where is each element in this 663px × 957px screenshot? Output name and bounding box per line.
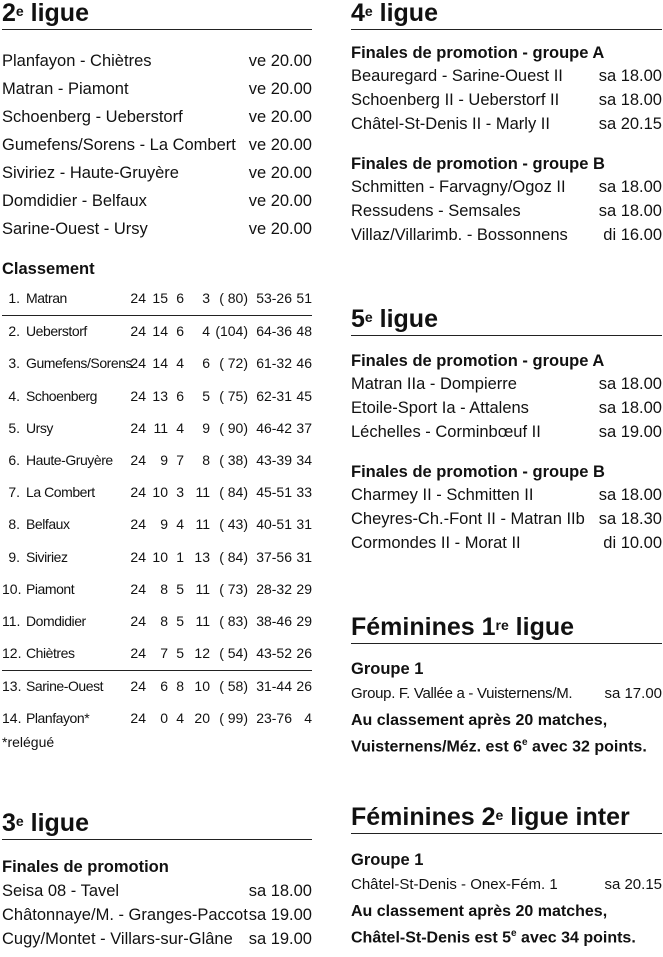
heading-text: 3 bbox=[2, 809, 16, 837]
cell-j: 24 bbox=[130, 323, 146, 340]
table-row bbox=[2, 381, 312, 413]
cell-pos: 7. bbox=[8, 484, 20, 501]
note-text: Vuisternens/Méz. est 6 bbox=[351, 738, 523, 756]
fixture-match: Group. F. Vallée a - Vuisternens/M. bbox=[351, 685, 573, 702]
table-row bbox=[2, 671, 312, 703]
heading-sup: e bbox=[364, 309, 373, 325]
fixture-match: Seisa 08 - Tavel bbox=[2, 882, 120, 900]
cell-n: 4 bbox=[176, 355, 184, 372]
cell-g: 14 bbox=[152, 323, 168, 340]
note-text-rest: avec 34 points. bbox=[516, 929, 636, 947]
left-column bbox=[2, 0, 312, 948]
cell-n: 4 bbox=[176, 419, 184, 436]
fixtures-5e-b bbox=[351, 483, 662, 555]
cell-n: 6 bbox=[176, 387, 184, 404]
cell-pos: 2. bbox=[8, 323, 20, 340]
cell-j: 24 bbox=[130, 387, 146, 404]
group-title: Groupe 1 bbox=[351, 660, 424, 678]
fixtures-5e-a bbox=[351, 372, 662, 444]
cell-p: 6 bbox=[202, 355, 210, 372]
standings-table bbox=[2, 283, 312, 736]
note-sup: e bbox=[522, 737, 528, 748]
cell-pos: 4. bbox=[8, 387, 20, 404]
fixture-time: sa 18.00 bbox=[598, 202, 662, 220]
note-text: Châtel-St-Denis est 5 bbox=[351, 929, 512, 947]
cell-pen: ( 84) bbox=[219, 484, 248, 501]
cell-team: Piamont bbox=[26, 580, 75, 597]
cell-pts: 46 bbox=[296, 355, 312, 372]
cell-pts: 48 bbox=[296, 323, 312, 340]
cell-goals: 46-42 bbox=[256, 419, 292, 436]
fixture-match: Domdidier - Belfaux bbox=[2, 192, 147, 210]
fixture-time: ve 20.00 bbox=[248, 108, 312, 126]
fixture-time: sa 18.00 bbox=[598, 178, 662, 196]
fixture-match: Châtonnaye/M. - Granges-Paccot bbox=[2, 906, 248, 924]
cell-goals: 62-31 bbox=[256, 387, 292, 404]
cell-p: 13 bbox=[194, 548, 210, 565]
heading-sup: e bbox=[15, 813, 24, 829]
cell-n: 7 bbox=[176, 451, 184, 468]
fixture-match: Châtel-St-Denis - Onex-Fém. 1 bbox=[351, 876, 558, 893]
fixture-time: sa 17.00 bbox=[604, 685, 662, 702]
cell-g: 14 bbox=[152, 355, 168, 372]
fixture-time: ve 20.00 bbox=[248, 80, 312, 98]
fixture-match: Schoenberg - Ueberstorf bbox=[2, 108, 183, 126]
fixture-time: sa 18.00 bbox=[598, 67, 662, 85]
heading-2e-ligue bbox=[2, 0, 312, 30]
cell-j: 24 bbox=[130, 355, 146, 372]
cell-team: Domdidier bbox=[26, 612, 86, 629]
fixture-match: Châtel-St-Denis II - Marly II bbox=[351, 115, 550, 133]
fixture-row bbox=[351, 223, 662, 247]
cell-n: 8 bbox=[176, 678, 184, 695]
fixture-row bbox=[351, 871, 662, 899]
heading-4e-ligue bbox=[351, 0, 662, 30]
fixture-match: Siviriez - Haute-Gruyère bbox=[2, 164, 179, 182]
cell-pos: 5. bbox=[8, 419, 20, 436]
cell-goals: 53-26 bbox=[256, 290, 292, 306]
cell-pos: 14. bbox=[2, 710, 22, 727]
table-row bbox=[2, 703, 312, 735]
cell-goals: 37-56 bbox=[256, 548, 292, 565]
heading-text-rest: ligue inter bbox=[503, 803, 630, 831]
cell-g: 13 bbox=[152, 387, 168, 404]
cell-goals: 38-46 bbox=[256, 612, 292, 629]
cell-pen: (104) bbox=[215, 323, 248, 340]
cell-pts: 29 bbox=[296, 580, 312, 597]
fixture-row bbox=[351, 507, 662, 531]
table-row bbox=[2, 542, 312, 574]
cell-pen: ( 38) bbox=[219, 451, 248, 468]
cell-team: Siviriez bbox=[26, 548, 68, 565]
heading-5e-ligue bbox=[351, 304, 662, 336]
heading-sup: e bbox=[15, 3, 24, 19]
cell-goals: 43-52 bbox=[256, 645, 292, 662]
cell-pos: 3. bbox=[8, 355, 20, 372]
cell-team: Planfayon* bbox=[26, 710, 90, 727]
cell-pts: 4 bbox=[304, 710, 312, 727]
cell-pts: 31 bbox=[296, 548, 312, 565]
note-text-rest: avec 32 points. bbox=[527, 738, 647, 756]
fixture-match: Gumefens/Sorens - La Combert bbox=[2, 136, 236, 154]
cell-goals: 31-44 bbox=[256, 678, 292, 695]
fixture-time: ve 20.00 bbox=[248, 164, 312, 182]
cell-g: 11 bbox=[153, 419, 168, 436]
cell-pos: 13. bbox=[2, 678, 22, 695]
fixture-match: Villaz/Villarimb. - Bossonnens bbox=[351, 226, 568, 244]
fixture-time: sa 19.00 bbox=[248, 906, 312, 924]
table-row bbox=[2, 445, 312, 477]
heading-text-rest: ligue bbox=[372, 305, 438, 333]
note-line-2 bbox=[351, 732, 662, 758]
cell-team: Haute-Gruyère bbox=[26, 451, 113, 468]
cell-j: 24 bbox=[130, 290, 146, 306]
cell-goals: 64-36 bbox=[256, 323, 292, 340]
table-row bbox=[2, 316, 312, 348]
fixture-match: Schmitten - Farvagny/Ogoz II bbox=[351, 178, 566, 196]
heading-text: Féminines 2 bbox=[351, 803, 496, 831]
table-row bbox=[2, 606, 312, 638]
cell-n: 6 bbox=[176, 323, 184, 340]
fixture-row bbox=[351, 396, 662, 420]
heading-text-rest: ligue bbox=[23, 809, 89, 837]
cell-j: 24 bbox=[130, 516, 146, 533]
table-row bbox=[2, 509, 312, 541]
fixture-match: Charmey II - Schmitten II bbox=[351, 486, 534, 504]
cell-j: 24 bbox=[130, 451, 146, 468]
heading-text-rest: ligue bbox=[23, 0, 89, 27]
cell-g: 6 bbox=[160, 678, 168, 695]
fixture-time: sa 18.00 bbox=[598, 486, 662, 504]
section-5e-ligue bbox=[351, 352, 662, 555]
cell-p: 11 bbox=[195, 580, 210, 597]
cell-j: 24 bbox=[130, 710, 146, 727]
cell-team: Chiètres bbox=[26, 645, 75, 662]
cell-p: 3 bbox=[202, 290, 210, 306]
heading-text: Féminines 1 bbox=[351, 613, 496, 641]
section-feminines-2e bbox=[351, 851, 662, 949]
group-title: Groupe 1 bbox=[351, 851, 424, 869]
cell-team: Gumefens/Sorens bbox=[26, 355, 133, 372]
cell-p: 11 bbox=[195, 484, 210, 501]
fixtures-3e-ligue bbox=[2, 879, 312, 951]
fixture-row bbox=[351, 531, 662, 555]
cell-pen: ( 43) bbox=[219, 516, 248, 533]
relegated-note: *relégué bbox=[2, 733, 55, 750]
cell-pos: 1. bbox=[8, 290, 20, 306]
cell-team: Belfaux bbox=[26, 516, 70, 533]
fixture-row bbox=[351, 112, 662, 136]
fixture-row bbox=[2, 927, 312, 951]
cell-pen: ( 73) bbox=[219, 580, 248, 597]
cell-j: 24 bbox=[130, 580, 146, 597]
fixture-time: sa 18.30 bbox=[598, 510, 662, 528]
note-line-1: Au classement après 20 matches, bbox=[351, 903, 608, 920]
cell-p: 8 bbox=[202, 451, 210, 468]
group-a-title: Finales de promotion - groupe A bbox=[351, 352, 605, 370]
fixture-row bbox=[351, 88, 662, 112]
section-feminines-1re bbox=[351, 660, 662, 758]
cell-pos: 6. bbox=[8, 451, 20, 468]
fixture-time: sa 20.15 bbox=[604, 876, 662, 893]
cell-p: 4 bbox=[202, 323, 210, 340]
fixture-row bbox=[2, 75, 312, 103]
cell-j: 24 bbox=[130, 419, 146, 436]
cell-pen: ( 83) bbox=[219, 612, 248, 629]
cell-pts: 26 bbox=[296, 645, 312, 662]
table-row bbox=[2, 574, 312, 606]
cell-team: Schoenberg bbox=[26, 387, 98, 404]
fixture-row bbox=[2, 879, 312, 903]
classement-title: Classement bbox=[2, 260, 95, 278]
cell-j: 24 bbox=[130, 548, 146, 565]
cell-n: 6 bbox=[176, 290, 184, 306]
cell-team: La Combert bbox=[26, 484, 95, 501]
table-row bbox=[2, 638, 312, 671]
fixture-time: sa 19.00 bbox=[248, 930, 312, 948]
cell-goals: 28-32 bbox=[256, 580, 292, 597]
cell-pts: 31 bbox=[296, 516, 312, 533]
fixture-match: Planfayon - Chiètres bbox=[2, 52, 152, 70]
fixture-match: Cheyres-Ch.-Font II - Matran IIb bbox=[351, 510, 585, 528]
cell-g: 10 bbox=[152, 484, 168, 501]
cell-pos: 12. bbox=[2, 645, 22, 662]
cell-g: 10 bbox=[152, 548, 168, 565]
cell-pos: 9. bbox=[8, 548, 20, 565]
cell-pts: 26 bbox=[296, 678, 312, 695]
section-3e-ligue bbox=[2, 858, 312, 951]
cell-goals: 40-51 bbox=[256, 516, 292, 533]
fixture-time: di 16.00 bbox=[603, 226, 662, 244]
fixture-match: Matran IIa - Dompierre bbox=[351, 375, 517, 393]
table-row bbox=[2, 348, 312, 380]
cell-pts: 51 bbox=[296, 290, 312, 306]
heading-feminines-1re bbox=[351, 612, 662, 644]
cell-n: 5 bbox=[176, 612, 184, 629]
cell-pos: 10. bbox=[2, 580, 22, 597]
fixture-time: sa 20.15 bbox=[598, 115, 662, 133]
cell-n: 4 bbox=[176, 516, 184, 533]
cell-g: 9 bbox=[160, 451, 168, 468]
cell-pen: ( 58) bbox=[219, 678, 248, 695]
heading-sup: re bbox=[495, 617, 509, 633]
cell-pen: ( 72) bbox=[219, 355, 248, 372]
fixture-row bbox=[2, 131, 312, 159]
group-a-title: Finales de promotion - groupe A bbox=[351, 44, 605, 62]
cell-n: 5 bbox=[176, 645, 184, 662]
note-line-2 bbox=[351, 923, 662, 949]
heading-text: 2 bbox=[2, 0, 16, 27]
fixture-row bbox=[2, 159, 312, 187]
cell-p: 10 bbox=[194, 678, 210, 695]
fixture-time: sa 18.00 bbox=[598, 399, 662, 417]
fixture-match: Sarine-Ouest - Ursy bbox=[2, 220, 148, 238]
cell-pts: 34 bbox=[296, 451, 312, 468]
fixture-row bbox=[351, 680, 662, 708]
fixture-match: Cugy/Montet - Villars-sur-Glâne bbox=[2, 930, 233, 948]
group-b-title: Finales de promotion - groupe B bbox=[351, 463, 605, 481]
cell-goals: 61-32 bbox=[256, 355, 292, 372]
cell-g: 9 bbox=[160, 516, 168, 533]
cell-pos: 11. bbox=[2, 612, 21, 629]
fixture-match: Cormondes II - Morat II bbox=[351, 534, 521, 552]
heading-sup: e bbox=[495, 807, 504, 823]
fixture-match: Etoile-Sport Ia - Attalens bbox=[351, 399, 529, 417]
cell-goals: 45-51 bbox=[256, 484, 292, 501]
cell-p: 9 bbox=[202, 419, 210, 436]
table-row bbox=[2, 477, 312, 509]
cell-g: 8 bbox=[160, 580, 168, 597]
heading-3e-ligue bbox=[2, 808, 312, 840]
cell-j: 24 bbox=[130, 678, 146, 695]
fixture-row bbox=[351, 420, 662, 444]
cell-n: 5 bbox=[176, 580, 184, 597]
fixture-row bbox=[2, 187, 312, 215]
cell-pen: ( 75) bbox=[219, 387, 248, 404]
cell-goals: 23-76 bbox=[256, 710, 292, 727]
fixture-time: ve 20.00 bbox=[248, 136, 312, 154]
note-sup: e bbox=[511, 928, 517, 939]
cell-pts: 45 bbox=[296, 387, 312, 404]
cell-p: 5 bbox=[202, 387, 210, 404]
note-line-1: Au classement après 20 matches, bbox=[351, 712, 608, 729]
fixture-match: Matran - Piamont bbox=[2, 80, 129, 98]
ranking-note bbox=[351, 710, 662, 758]
cell-g: 0 bbox=[160, 710, 168, 727]
fixture-row bbox=[351, 483, 662, 507]
cell-n: 1 bbox=[176, 548, 184, 565]
fixture-match: Léchelles - Corminbœuf II bbox=[351, 423, 541, 441]
fixtures-4e-b bbox=[351, 175, 662, 247]
cell-team: Matran bbox=[26, 290, 67, 306]
cell-pen: ( 90) bbox=[219, 419, 248, 436]
fixture-time: ve 20.00 bbox=[248, 52, 312, 70]
fixture-row bbox=[2, 103, 312, 131]
cell-pen: ( 84) bbox=[219, 548, 248, 565]
fixture-time: ve 20.00 bbox=[248, 192, 312, 210]
fixture-time: sa 19.00 bbox=[598, 423, 662, 441]
fixtures-2e-ligue bbox=[2, 47, 312, 243]
fixture-row bbox=[351, 199, 662, 223]
right-column bbox=[351, 0, 662, 947]
fixture-time: di 10.00 bbox=[603, 534, 662, 552]
cell-j: 24 bbox=[130, 612, 146, 629]
heading-feminines-2e-inter bbox=[351, 802, 662, 834]
cell-team: Sarine-Ouest bbox=[26, 678, 104, 695]
heading-text-rest: ligue bbox=[372, 0, 438, 27]
fixture-row bbox=[2, 903, 312, 927]
fixture-match: Ressudens - Semsales bbox=[351, 202, 521, 220]
cell-g: 7 bbox=[160, 645, 168, 662]
cell-team: Ursy bbox=[26, 419, 53, 436]
fixture-row bbox=[351, 372, 662, 396]
cell-j: 24 bbox=[130, 645, 146, 662]
fixture-time: sa 18.00 bbox=[598, 375, 662, 393]
fixture-row bbox=[351, 175, 662, 199]
fixture-row bbox=[351, 64, 662, 88]
heading-text: 4 bbox=[351, 0, 365, 27]
heading-text-rest: ligue bbox=[508, 613, 575, 641]
cell-pos: 8. bbox=[8, 516, 20, 533]
fixture-time: sa 18.00 bbox=[248, 882, 312, 900]
cell-n: 4 bbox=[176, 710, 184, 727]
ranking-note bbox=[351, 901, 662, 949]
cell-pen: ( 80) bbox=[219, 290, 248, 306]
table-row bbox=[2, 413, 312, 445]
cell-p: 20 bbox=[194, 710, 210, 727]
group-b-title: Finales de promotion - groupe B bbox=[351, 155, 605, 173]
fixture-row bbox=[2, 215, 312, 243]
cell-p: 11 bbox=[195, 516, 210, 533]
cell-pts: 33 bbox=[296, 484, 312, 501]
fixture-time: sa 18.00 bbox=[598, 91, 662, 109]
fixtures-4e-a bbox=[351, 64, 662, 136]
cell-pen: ( 54) bbox=[219, 645, 248, 662]
cell-pts: 37 bbox=[296, 419, 312, 436]
heading-text: 5 bbox=[351, 305, 365, 333]
cell-g: 15 bbox=[152, 290, 168, 306]
cell-g: 8 bbox=[160, 612, 168, 629]
heading-sup: e bbox=[364, 3, 373, 19]
section-4e-ligue bbox=[351, 44, 662, 247]
fixture-row bbox=[2, 47, 312, 75]
finales-title: Finales de promotion bbox=[2, 858, 169, 876]
fixture-time: ve 20.00 bbox=[248, 220, 312, 238]
cell-p: 12 bbox=[194, 645, 210, 662]
fixture-match: Beauregard - Sarine-Ouest II bbox=[351, 67, 563, 85]
cell-n: 3 bbox=[176, 484, 184, 501]
cell-goals: 43-39 bbox=[256, 451, 292, 468]
fixture-match: Schoenberg II - Ueberstorf II bbox=[351, 91, 560, 109]
cell-j: 24 bbox=[130, 484, 146, 501]
cell-pts: 29 bbox=[296, 612, 312, 629]
table-row bbox=[2, 283, 312, 316]
cell-p: 11 bbox=[195, 612, 210, 629]
cell-pen: ( 99) bbox=[219, 710, 248, 727]
cell-team: Ueberstorf bbox=[26, 323, 87, 340]
